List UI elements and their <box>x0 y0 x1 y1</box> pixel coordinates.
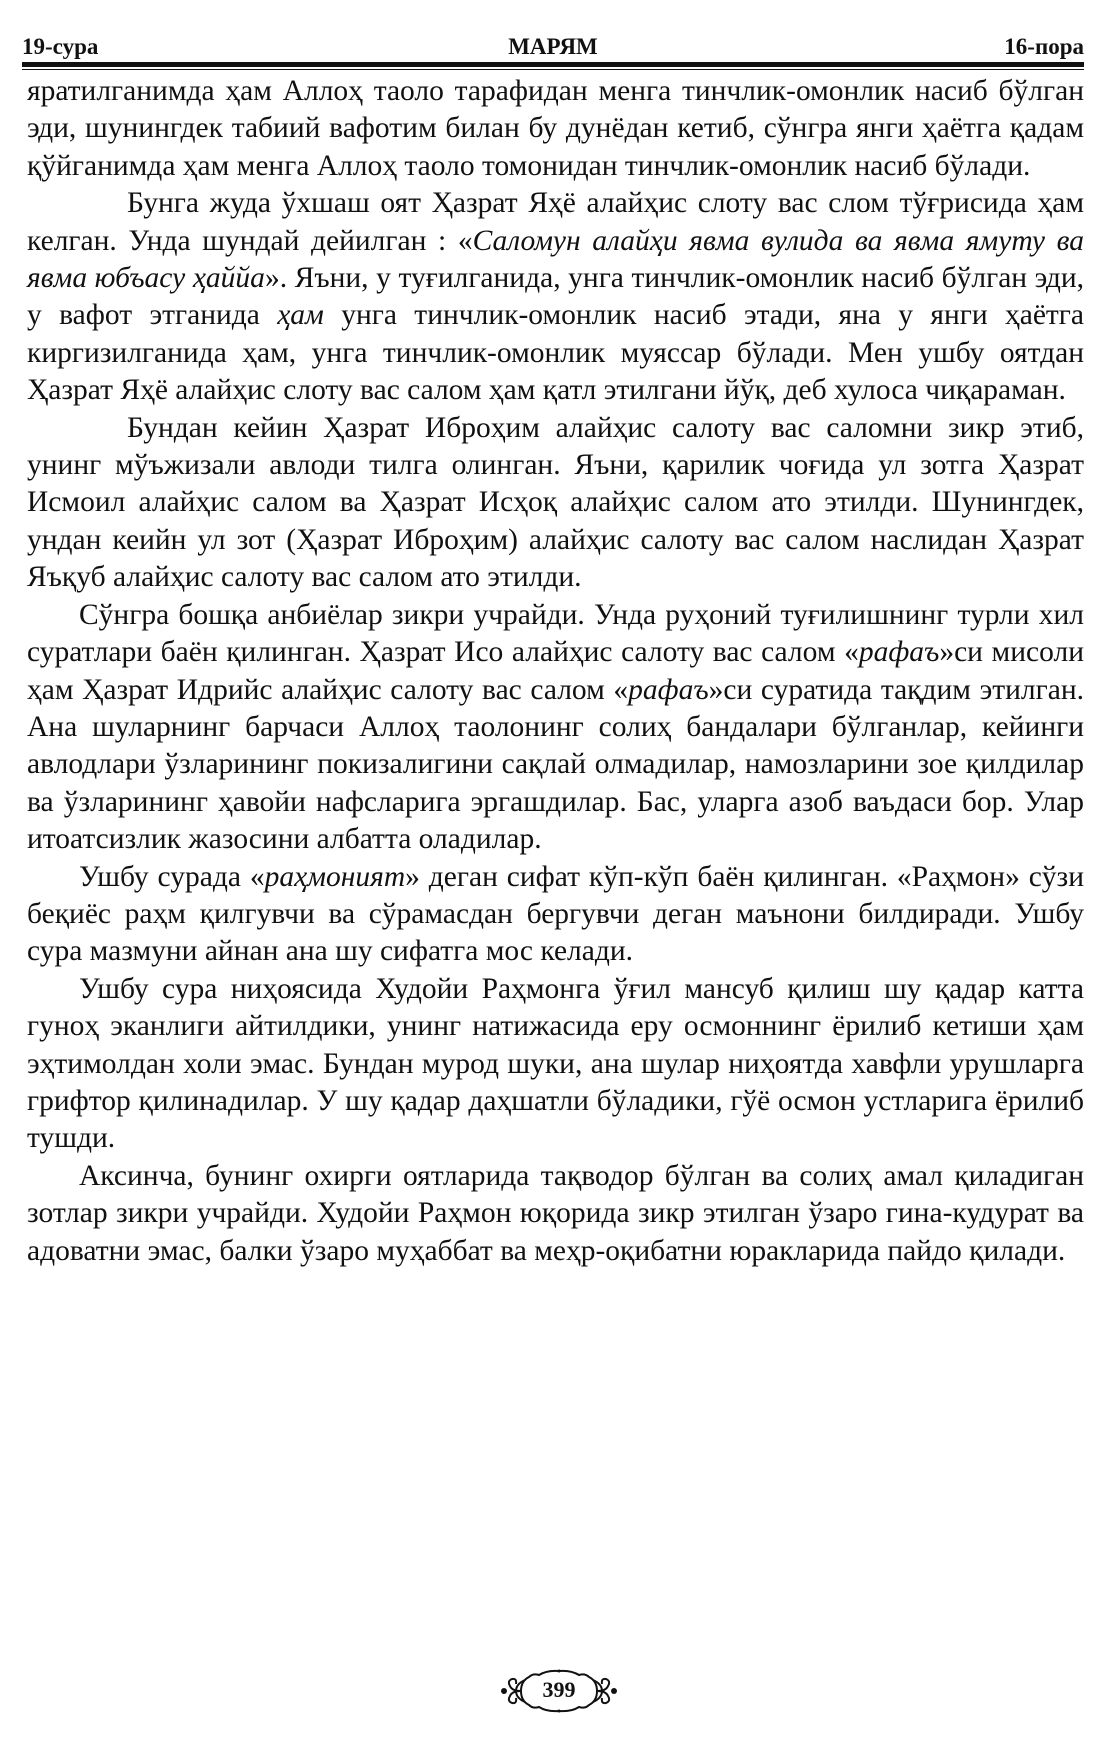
text-run: ». Яъни, у туғилганида, унга тинчлик-омонлик насиб бўлган эди, у вафот этганида <box>27 262 1084 332</box>
text-run: Бундан кейин Ҳазрат Иброҳим алайҳис салоту вас саломни зикр этиб, унинг мўъжизали авлоди тилга олинган. Яъни, қарилик чоғида ул зотга Ҳазрат Исмоил алайҳис салом ва Ҳазрат Исҳоқ алайҳис салом ато этилди. Шунингдек, ундан кеийн ул зот (Ҳазрат Иброҳим) алайҳис салоту вас салом наслидан Ҳазрат Яъқуб алайҳис салоту вас салом ато этилди. <box>27 411 1084 594</box>
text-run: Ушбу сурада « <box>79 860 265 893</box>
paragraph <box>27 597 1084 859</box>
italic-text: рафаъ <box>628 673 709 706</box>
italic-text: рафаъ <box>858 636 940 669</box>
text-run: Сўнгра бошқа анбиёлар зикри учрайди. Унда руҳоний туғилишнинг турли хил суратлари баён қилинган. Ҳазрат Исо алайҳис салоту вас салом « <box>27 598 1084 669</box>
surah-number: 19-сура <box>22 34 99 59</box>
page-footer <box>0 1668 1119 1718</box>
text-run: »си суратида тақдим этилган. Ана шуларнинг барчаси Аллоҳ таолонинг солиҳ бандалари бўлганлар, кейинги авлодлари ўзларининг покизалигини сақлай олмадилар, намозларини зое қилдилар ва ўзларининг ҳавойи нафсларига эргашдилар. Бас, уларга азоб ваъдаси бор. Улар итоатсизлик жазосини албатта оладилар. <box>27 673 1084 856</box>
header-rule-thin <box>22 69 1084 70</box>
juz-number: 16-пора <box>1004 34 1084 59</box>
paragraph <box>27 859 1084 971</box>
paragraph <box>27 185 1084 409</box>
paragraph <box>27 1158 1084 1270</box>
page-number: 399 <box>542 1677 576 1702</box>
text-run: Бунга жуда ўхшаш оят Ҳазрат Яҳё алайҳис слоту вас слом тўғрисида ҳам келган. Унда шундай дейилган : « <box>27 187 1084 257</box>
paragraph <box>27 971 1084 1158</box>
paragraph <box>27 410 1084 597</box>
italic-text: Саломун алайҳи явма вулида ва явма ямуту ва явма юбъасу ҳаййа <box>27 224 1085 295</box>
text-run: » деган сифат кўп-кўп баён қилинган. «Раҳмон» сўзи беқиёс раҳм қилгувчи ва сўрамасдан бергувчи деган маънони билдиради. Ушбу сура мазмуни айнан ана шу сифатга мос келади. <box>27 860 1084 968</box>
text-run: Ушбу сура ниҳоясида Худойи Раҳмонга ўғил мансуб қилиш шу қадар катта гуноҳ эканлиги айтилдики, унинг натижасида еру осмоннинг ёрилиб кетиши ҳам эҳтимолдан холи эмас. Бундан мурод шуки, ана шулар ниҳоятда хавфли урушларга грифтор қилинадилар. У шу қадар даҳшатли бўладики, гўё осмон устларига ёрилиб тушди. <box>27 972 1084 1155</box>
body-text <box>27 73 1084 1270</box>
text-run: Аксинча, бунинг охирги оятларида тақводор бўлган ва солиҳ амал қиладиган зотлар зикри учрайди. Худойи Раҳмон юқорида зикр этилган ўзаро гина-кудурат ва адоватни эмас, балки ўзаро муҳаббат ва меҳр-оқибатни юракларида пайдо қилади. <box>27 1159 1084 1267</box>
surah-title: МАРЯМ <box>508 34 598 59</box>
paragraph <box>27 73 1084 185</box>
italic-text: раҳмоният <box>264 860 406 893</box>
text-run: »си мисоли ҳам Ҳазрат Идрийс алайҳис салоту вас салом « <box>27 636 1084 706</box>
text-run: яратилганимда ҳам Аллоҳ таоло тарафидан менга тинчлик-омонлик насиб бўлган эди, шунингдек табиий вафотим билан бу дунёдан кетиб, сўнгра янги ҳаётга қадам қўйганимда ҳам менга Аллоҳ таоло томонидан тинчлик-омонлик насиб бўлади. <box>27 75 1084 182</box>
italic-text: ҳам <box>277 299 324 332</box>
text-run: унга тинчлик-омонлик насиб этади, яна у янги ҳаётга киргизилганида ҳам, унга тинчлик-омонлик муяссар бўлади. Мен ушбу оятдан Ҳазрат Яҳё алайҳис слоту вас салом ҳам қатл этилгани йўқ, деб хулоса чиқараман. <box>27 299 1084 407</box>
header-rule-thick <box>22 62 1084 67</box>
